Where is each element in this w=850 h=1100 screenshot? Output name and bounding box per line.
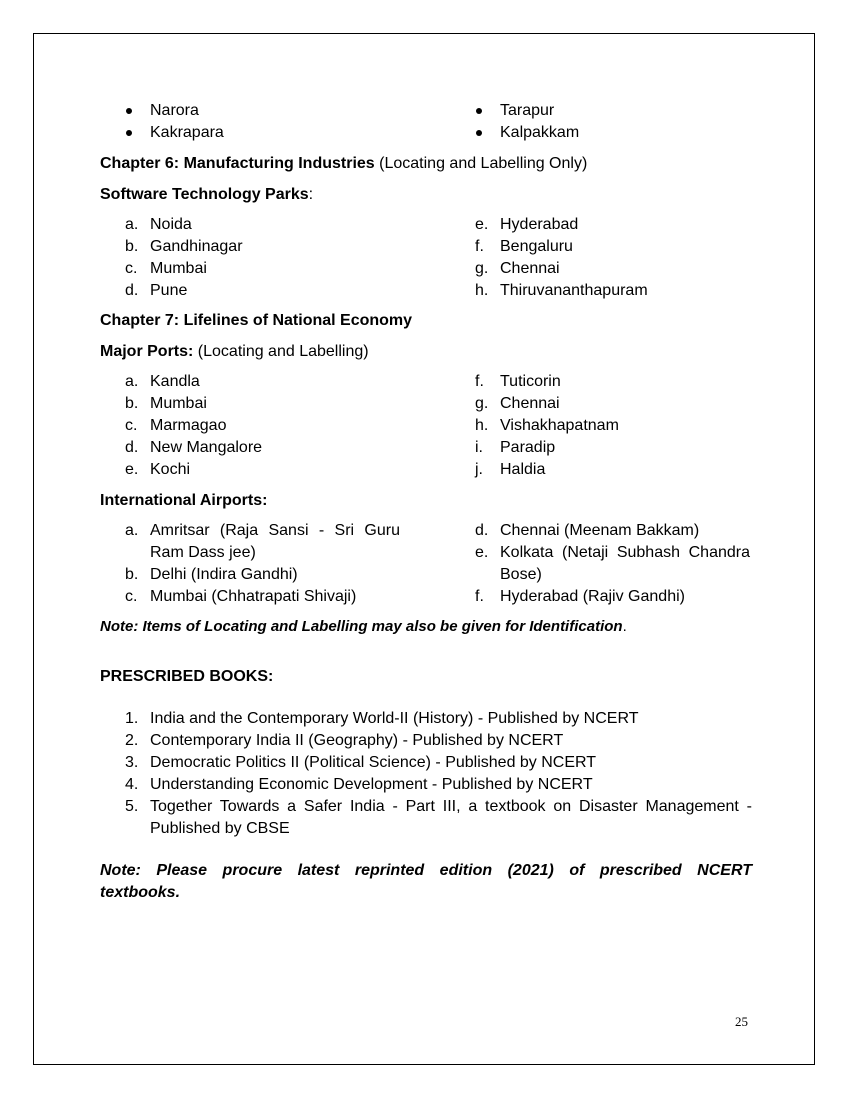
procure-note-line-2: textbooks. bbox=[100, 884, 181, 901]
bullet-icon bbox=[476, 130, 482, 136]
software-parks-title: Software Technology Parks bbox=[100, 186, 309, 203]
list-marker: b. bbox=[125, 395, 139, 412]
list-marker: e. bbox=[475, 216, 489, 233]
list-marker: i. bbox=[475, 439, 483, 456]
list-marker: 2. bbox=[125, 732, 139, 749]
list-marker: 5. bbox=[125, 798, 139, 815]
list-item: Kandla bbox=[150, 373, 200, 390]
list-item: Chennai bbox=[500, 260, 560, 277]
list-item-continuation: Ram Dass jee) bbox=[150, 544, 256, 561]
list-item: Mumbai bbox=[150, 260, 207, 277]
chapter-6-title: Chapter 6: Manufacturing Industries bbox=[100, 155, 375, 172]
list-item: Contemporary India II (Geography) - Published by NCERT bbox=[150, 732, 564, 749]
list-item: Chennai (Meenam Bakkam) bbox=[500, 522, 700, 539]
list-item: Together Towards a Safer India - Part III, a textbook on Disaster Management - bbox=[150, 798, 752, 815]
list-item: Democratic Politics II (Political Science) - Published by NCERT bbox=[150, 754, 597, 771]
list-item: Gandhinagar bbox=[150, 238, 243, 255]
list-marker: g. bbox=[475, 395, 489, 412]
list-marker: b. bbox=[125, 238, 139, 255]
bullet-icon bbox=[126, 108, 132, 114]
list-marker: c. bbox=[125, 260, 138, 277]
major-ports-heading bbox=[100, 341, 369, 363]
list-marker: j. bbox=[475, 461, 483, 478]
page-number: 25 bbox=[735, 1014, 748, 1029]
list-item: Chennai bbox=[500, 395, 560, 412]
list-marker: f. bbox=[475, 373, 484, 390]
chapter-6-heading bbox=[100, 153, 587, 175]
list-item: Hyderabad bbox=[500, 216, 579, 233]
list-marker: 4. bbox=[125, 776, 139, 793]
list-item: Kochi bbox=[150, 461, 191, 478]
list-item: Amritsar (Raja Sansi - Sri Guru bbox=[150, 522, 400, 539]
list-item: Vishakhapatnam bbox=[500, 417, 619, 434]
list-marker: g. bbox=[475, 260, 489, 277]
list-item: Bengaluru bbox=[500, 238, 573, 255]
list-item: Kolkata (Netaji Subhash Chandra bbox=[500, 544, 750, 561]
software-parks-colon: : bbox=[308, 186, 314, 203]
list-item: Hyderabad (Rajiv Gandhi) bbox=[500, 588, 685, 605]
list-item: Understanding Economic Development - Published by NCERT bbox=[150, 776, 593, 793]
list-item: Tuticorin bbox=[500, 373, 561, 390]
list-marker: a. bbox=[125, 522, 139, 539]
software-parks-heading bbox=[100, 184, 313, 206]
chapter-7-heading: Chapter 7: Lifelines of National Economy bbox=[100, 312, 413, 329]
list-marker: c. bbox=[125, 588, 138, 605]
list-marker: d. bbox=[125, 439, 139, 456]
list-marker: 1. bbox=[125, 710, 139, 727]
bullet-icon bbox=[476, 108, 482, 114]
list-marker: a. bbox=[125, 216, 139, 233]
major-ports-note: (Locating and Labelling) bbox=[193, 343, 369, 360]
list-item: Noida bbox=[150, 216, 192, 233]
list-marker: e. bbox=[475, 544, 489, 561]
list-item: Narora bbox=[150, 102, 199, 119]
list-item: Tarapur bbox=[500, 102, 555, 119]
list-item: India and the Contemporary World-II (History) - Published by NCERT bbox=[150, 710, 639, 727]
list-marker: b. bbox=[125, 566, 139, 583]
list-marker: d. bbox=[475, 522, 489, 539]
list-marker: h. bbox=[475, 282, 489, 299]
list-item: Mumbai (Chhatrapati Shivaji) bbox=[150, 588, 357, 605]
major-ports-title: Major Ports: bbox=[100, 343, 194, 360]
list-item-continuation: Published by CBSE bbox=[150, 820, 290, 837]
identification-note-period: . bbox=[622, 618, 627, 635]
identification-note bbox=[100, 616, 627, 638]
procure-note-line-1: Note: Please procure latest reprinted edition (2021) of prescribed NCERT bbox=[100, 862, 752, 879]
list-marker: e. bbox=[125, 461, 139, 478]
list-marker: d. bbox=[125, 282, 139, 299]
list-item: Mumbai bbox=[150, 395, 207, 412]
list-item: Kakrapara bbox=[150, 124, 224, 141]
bullet-icon bbox=[126, 130, 132, 136]
identification-note-text: Note: Items of Locating and Labelling may also be given for Identification bbox=[100, 618, 623, 635]
list-item: Delhi (Indira Gandhi) bbox=[150, 566, 298, 583]
list-marker: c. bbox=[125, 417, 138, 434]
list-item: Pune bbox=[150, 282, 188, 299]
list-marker: h. bbox=[475, 417, 489, 434]
list-item: Haldia bbox=[500, 461, 546, 478]
list-marker: a. bbox=[125, 373, 139, 390]
international-airports-heading: International Airports: bbox=[100, 492, 268, 509]
prescribed-books-heading: PRESCRIBED BOOKS: bbox=[100, 668, 274, 685]
list-item-continuation: Bose) bbox=[500, 566, 542, 583]
list-item: Marmagao bbox=[150, 417, 227, 434]
list-item: Paradip bbox=[500, 439, 556, 456]
list-marker: f. bbox=[475, 588, 484, 605]
list-marker: 3. bbox=[125, 754, 139, 771]
list-item: Thiruvananthapuram bbox=[500, 282, 648, 299]
list-item: New Mangalore bbox=[150, 439, 263, 456]
list-marker: f. bbox=[475, 238, 484, 255]
list-item: Kalpakkam bbox=[500, 124, 580, 141]
chapter-6-note: (Locating and Labelling Only) bbox=[374, 155, 588, 172]
